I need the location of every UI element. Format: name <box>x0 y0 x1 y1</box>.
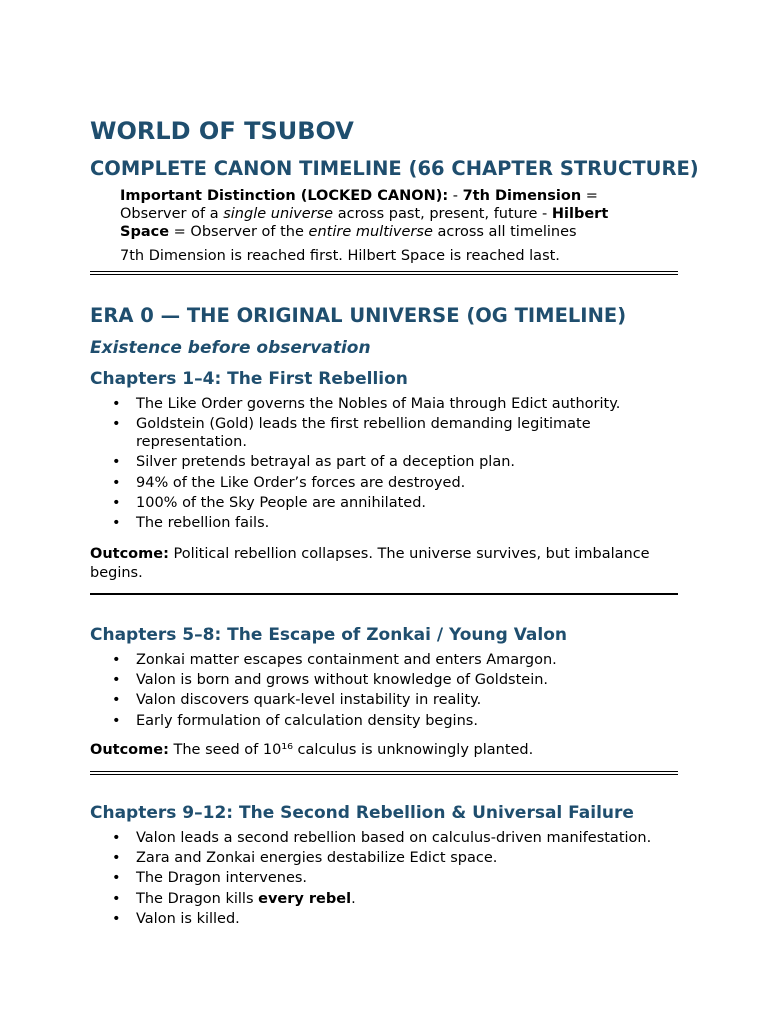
list-item <box>90 395 690 413</box>
list-item-text: Valon is born and grows without knowledge of Goldstein. <box>136 672 549 689</box>
list-item <box>90 849 690 867</box>
list-item-text: 100% of the Sky People are annihilated. <box>136 494 427 511</box>
distinction-text: = Observer of a <box>120 188 598 222</box>
list-item-emphasis: every rebel <box>258 890 352 907</box>
distinction-text: across past, present, future - <box>333 206 552 222</box>
list-item <box>90 651 690 669</box>
list-item <box>90 671 690 689</box>
bullet: • <box>112 672 121 689</box>
document-subtitle: COMPLETE CANON TIMELINE (66 CHAPTER STRUCTURE) <box>90 157 699 180</box>
bullet: • <box>112 870 121 887</box>
outcome-text: The seed of 10¹⁶ calculus is unknowingly planted. <box>168 742 534 758</box>
chapter-heading: Chapters 9–12: The Second Rebellion & Universal Failure <box>90 803 634 823</box>
distinction-summary: 7th Dimension is reached first. Hilbert Space is reached last. <box>120 248 560 264</box>
bullet: • <box>112 474 121 491</box>
list-item <box>90 453 690 471</box>
chapter-list <box>90 395 690 534</box>
list-item <box>90 890 690 908</box>
list-item <box>90 514 690 532</box>
era-heading: ERA 0 — THE ORIGINAL UNIVERSE (OG TIMELINE) <box>90 304 627 327</box>
list-item-text: Zara and Zonkai energies destabilize Edict space. <box>136 850 498 867</box>
bullet: • <box>112 416 121 433</box>
list-item-text: 94% of the Like Order’s forces are destroyed. <box>136 474 466 491</box>
chapter-list <box>90 651 690 732</box>
term-hilbert-space: Hilbert Space <box>120 206 609 240</box>
bullet: • <box>112 652 121 668</box>
bullet: • <box>112 494 121 511</box>
distinction-emphasis: entire multiverse <box>308 224 433 240</box>
list-item-text: Early formulation of calculation density begins. <box>136 712 478 729</box>
bullet: • <box>112 910 121 927</box>
list-item <box>90 415 690 451</box>
chapter-heading: Chapters 1–4: The First Rebellion <box>90 369 408 389</box>
chapter-outcome <box>90 741 690 760</box>
outcome-label: Outcome: <box>90 546 169 562</box>
document-title: WORLD OF TSUBOV <box>90 117 354 145</box>
distinction-text: = Observer of the <box>169 224 309 240</box>
distinction-sep: - <box>448 188 463 204</box>
list-item-text: The Like Order governs the Nobles of Maia through Edict authority. <box>136 396 621 412</box>
bullet: • <box>112 396 121 412</box>
era-subtitle: Existence before observation <box>90 338 371 358</box>
bullet: • <box>112 890 121 907</box>
bullet: • <box>112 830 121 846</box>
section-divider <box>90 771 678 775</box>
bullet: • <box>112 850 121 867</box>
section-divider <box>90 593 678 595</box>
list-item-text: Goldstein (Gold) leads the first rebellion demanding legitimate representation. <box>136 416 591 451</box>
distinction-emphasis: single universe <box>223 206 334 222</box>
distinction-text: across all timelines <box>432 224 577 240</box>
bullet: • <box>112 514 121 531</box>
list-item <box>90 474 690 492</box>
term-7th-dimension: 7th Dimension <box>462 188 582 204</box>
section-divider <box>90 271 678 275</box>
list-item-text: The Dragon kills <box>136 890 259 907</box>
bullet: • <box>112 712 121 729</box>
chapter-list <box>90 829 690 930</box>
outcome-label: Outcome: <box>90 742 169 758</box>
list-item-text: Zonkai matter escapes containment and enters Amargon. <box>136 652 557 668</box>
list-item <box>90 910 690 928</box>
bullet: • <box>112 454 121 471</box>
list-item-text: Silver pretends betrayal as part of a deception plan. <box>136 454 516 471</box>
list-item <box>90 494 690 512</box>
distinction-note <box>120 187 640 241</box>
outcome-text: Political rebellion collapses. The universe survives, but imbalance begins. <box>90 546 650 581</box>
chapter-outcome <box>90 545 690 583</box>
list-item-text: Valon discovers quark-level instability in reality. <box>136 692 482 709</box>
list-item-text: Valon leads a second rebellion based on calculus-driven manifestation. <box>136 830 652 846</box>
list-item-text: . <box>351 890 356 907</box>
list-item-text: The Dragon intervenes. <box>136 870 308 887</box>
list-item <box>90 869 690 887</box>
bullet: • <box>112 692 121 709</box>
list-item <box>90 691 690 709</box>
chapter-heading: Chapters 5–8: The Escape of Zonkai / Young Valon <box>90 625 567 645</box>
list-item-text: Valon is killed. <box>136 910 240 927</box>
list-item-text: The rebellion fails. <box>136 514 270 531</box>
distinction-label: Important Distinction (LOCKED CANON): <box>120 188 449 204</box>
list-item <box>90 712 690 730</box>
list-item <box>90 829 690 847</box>
